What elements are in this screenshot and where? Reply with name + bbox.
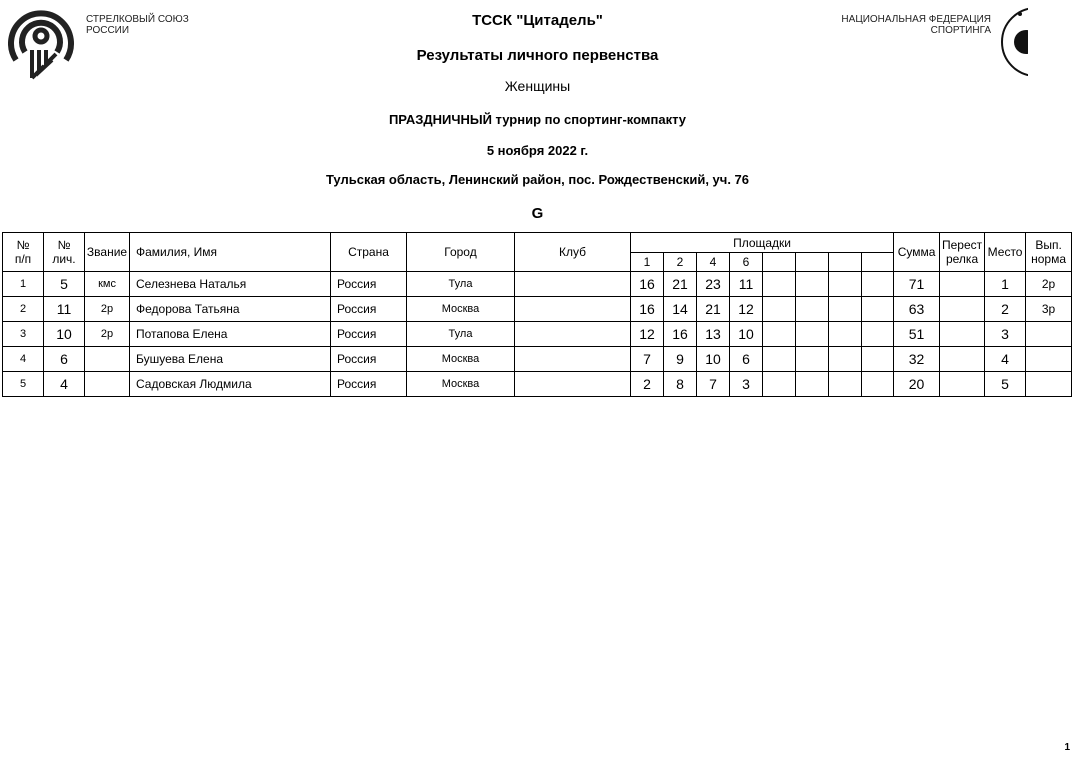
- cell-license: 10: [44, 322, 85, 347]
- cell-club: [515, 347, 631, 372]
- cell-num: 1: [3, 272, 44, 297]
- cell-rank: [85, 372, 130, 397]
- results-body: [3, 272, 1072, 397]
- col-country: Страна: [331, 233, 407, 272]
- cell-sum: 71: [894, 272, 940, 297]
- group-label: G: [531, 205, 544, 222]
- cell-shootoff: [940, 297, 985, 322]
- cell-club: [515, 322, 631, 347]
- cell-shootoff: [940, 372, 985, 397]
- cell-country: Россия: [331, 272, 407, 297]
- range-number: [829, 253, 862, 272]
- cell-norm: [1026, 372, 1072, 397]
- cell-score: [796, 272, 829, 297]
- cell-rank: 2р: [85, 297, 130, 322]
- cell-license: 5: [44, 272, 85, 297]
- cell-club: [515, 272, 631, 297]
- cell-score: [862, 347, 894, 372]
- table-row: [3, 322, 1072, 347]
- cell-norm: 2р: [1026, 272, 1072, 297]
- cell-license: 4: [44, 372, 85, 397]
- col-norm: Вып. норма: [1026, 233, 1072, 272]
- cell-score: 8: [664, 372, 697, 397]
- cell-score: [829, 347, 862, 372]
- range-number: [763, 253, 796, 272]
- cell-rank: [85, 347, 130, 372]
- cell-shootoff: [940, 322, 985, 347]
- cell-norm: [1026, 322, 1072, 347]
- cell-score: [862, 297, 894, 322]
- cell-place: 3: [985, 322, 1026, 347]
- cell-country: Россия: [331, 372, 407, 397]
- cell-score: [829, 297, 862, 322]
- col-license: № лич.: [44, 233, 85, 272]
- cell-score: [829, 322, 862, 347]
- cell-city: Москва: [407, 297, 515, 322]
- page-title: Результаты личного первенства: [416, 47, 659, 64]
- col-rank: Звание: [85, 233, 130, 272]
- cell-city: Москва: [407, 372, 515, 397]
- cell-license: 11: [44, 297, 85, 322]
- cell-score: [829, 372, 862, 397]
- range-number: [796, 253, 829, 272]
- cell-score: 14: [664, 297, 697, 322]
- cell-score: 7: [631, 347, 664, 372]
- cell-score: [796, 347, 829, 372]
- cell-license: 6: [44, 347, 85, 372]
- cell-score: [796, 372, 829, 397]
- cell-score: 10: [697, 347, 730, 372]
- cell-place: 2: [985, 297, 1026, 322]
- cell-rank: 2р: [85, 322, 130, 347]
- event-location: Тульская область, Ленинский район, пос. Рождественский, уч. 76: [325, 172, 750, 187]
- cell-sum: 32: [894, 347, 940, 372]
- cell-score: [763, 272, 796, 297]
- org-left-line: РОССИИ: [86, 25, 130, 36]
- cell-score: [829, 272, 862, 297]
- table-row: [3, 297, 1072, 322]
- cell-num: 5: [3, 372, 44, 397]
- cell-name: Селезнева Наталья: [130, 272, 331, 297]
- cell-score: [763, 347, 796, 372]
- col-place: Место: [985, 233, 1026, 272]
- club-title: ТССК "Цитадель": [472, 12, 603, 29]
- col-city: Город: [407, 233, 515, 272]
- cell-score: [862, 272, 894, 297]
- col-shootoff: Перест релка: [940, 233, 985, 272]
- cell-score: 6: [730, 347, 763, 372]
- col-club: Клуб: [515, 233, 631, 272]
- cell-city: Москва: [407, 347, 515, 372]
- cell-name: Бушуева Елена: [130, 347, 331, 372]
- col-sum: Сумма: [894, 233, 940, 272]
- cell-country: Россия: [331, 297, 407, 322]
- cell-score: 10: [730, 322, 763, 347]
- range-number: 4: [697, 253, 730, 272]
- cell-score: 12: [631, 322, 664, 347]
- cell-club: [515, 372, 631, 397]
- cell-score: 2: [631, 372, 664, 397]
- range-number: [862, 253, 894, 272]
- table-row: [3, 272, 1072, 297]
- cell-name: Потапова Елена: [130, 322, 331, 347]
- cell-place: 5: [985, 372, 1026, 397]
- cell-shootoff: [940, 272, 985, 297]
- cell-score: 21: [664, 272, 697, 297]
- org-left-line: СТРЕЛКОВЫЙ СОЮЗ: [86, 14, 189, 25]
- cell-score: 13: [697, 322, 730, 347]
- cell-num: 3: [3, 322, 44, 347]
- cell-score: 3: [730, 372, 763, 397]
- table-header-row: [3, 233, 1072, 253]
- cell-norm: 3р: [1026, 297, 1072, 322]
- col-name: Фамилия, Имя: [130, 233, 331, 272]
- cell-sum: 20: [894, 372, 940, 397]
- cell-rank: кмс: [85, 272, 130, 297]
- event-date: 5 ноября 2022 г.: [486, 143, 589, 158]
- cell-country: Россия: [331, 322, 407, 347]
- cell-score: 16: [631, 272, 664, 297]
- range-number: 6: [730, 253, 763, 272]
- cell-sum: 51: [894, 322, 940, 347]
- cell-score: 7: [697, 372, 730, 397]
- cell-score: 12: [730, 297, 763, 322]
- cell-score: [862, 372, 894, 397]
- org-right-line: НАЦИОНАЛЬНАЯ ФЕДЕРАЦИЯ: [841, 14, 991, 25]
- page-number: 1: [1064, 742, 1070, 753]
- col-ranges: Площадки: [631, 233, 894, 253]
- table-row: [3, 347, 1072, 372]
- cell-score: [796, 297, 829, 322]
- cell-place: 1: [985, 272, 1026, 297]
- cell-shootoff: [940, 347, 985, 372]
- col-num: № п/п: [3, 233, 44, 272]
- cell-num: 2: [3, 297, 44, 322]
- cell-num: 4: [3, 347, 44, 372]
- cell-score: [763, 322, 796, 347]
- cell-score: [796, 322, 829, 347]
- org-right-line: СПОРТИНГА: [930, 25, 991, 36]
- range-number: 2: [664, 253, 697, 272]
- range-number: 1: [631, 253, 664, 272]
- cell-norm: [1026, 347, 1072, 372]
- cell-score: 16: [631, 297, 664, 322]
- cell-place: 4: [985, 347, 1026, 372]
- tournament-name: ПРАЗДНИЧНЫЙ турнир по спортинг-компакту: [388, 112, 687, 127]
- cell-country: Россия: [331, 347, 407, 372]
- cell-city: Тула: [407, 272, 515, 297]
- cell-club: [515, 297, 631, 322]
- cell-city: Тула: [407, 322, 515, 347]
- cell-score: 21: [697, 297, 730, 322]
- cell-name: Садовская Людмила: [130, 372, 331, 397]
- cell-score: 23: [697, 272, 730, 297]
- cell-name: Федорова Татьяна: [130, 297, 331, 322]
- cell-score: 9: [664, 347, 697, 372]
- category: Женщины: [504, 78, 571, 94]
- cell-score: [763, 372, 796, 397]
- cell-score: [862, 322, 894, 347]
- cell-sum: 63: [894, 297, 940, 322]
- cell-score: 16: [664, 322, 697, 347]
- table-row: [3, 372, 1072, 397]
- cell-score: 11: [730, 272, 763, 297]
- cell-score: [763, 297, 796, 322]
- results-table: [2, 232, 1072, 397]
